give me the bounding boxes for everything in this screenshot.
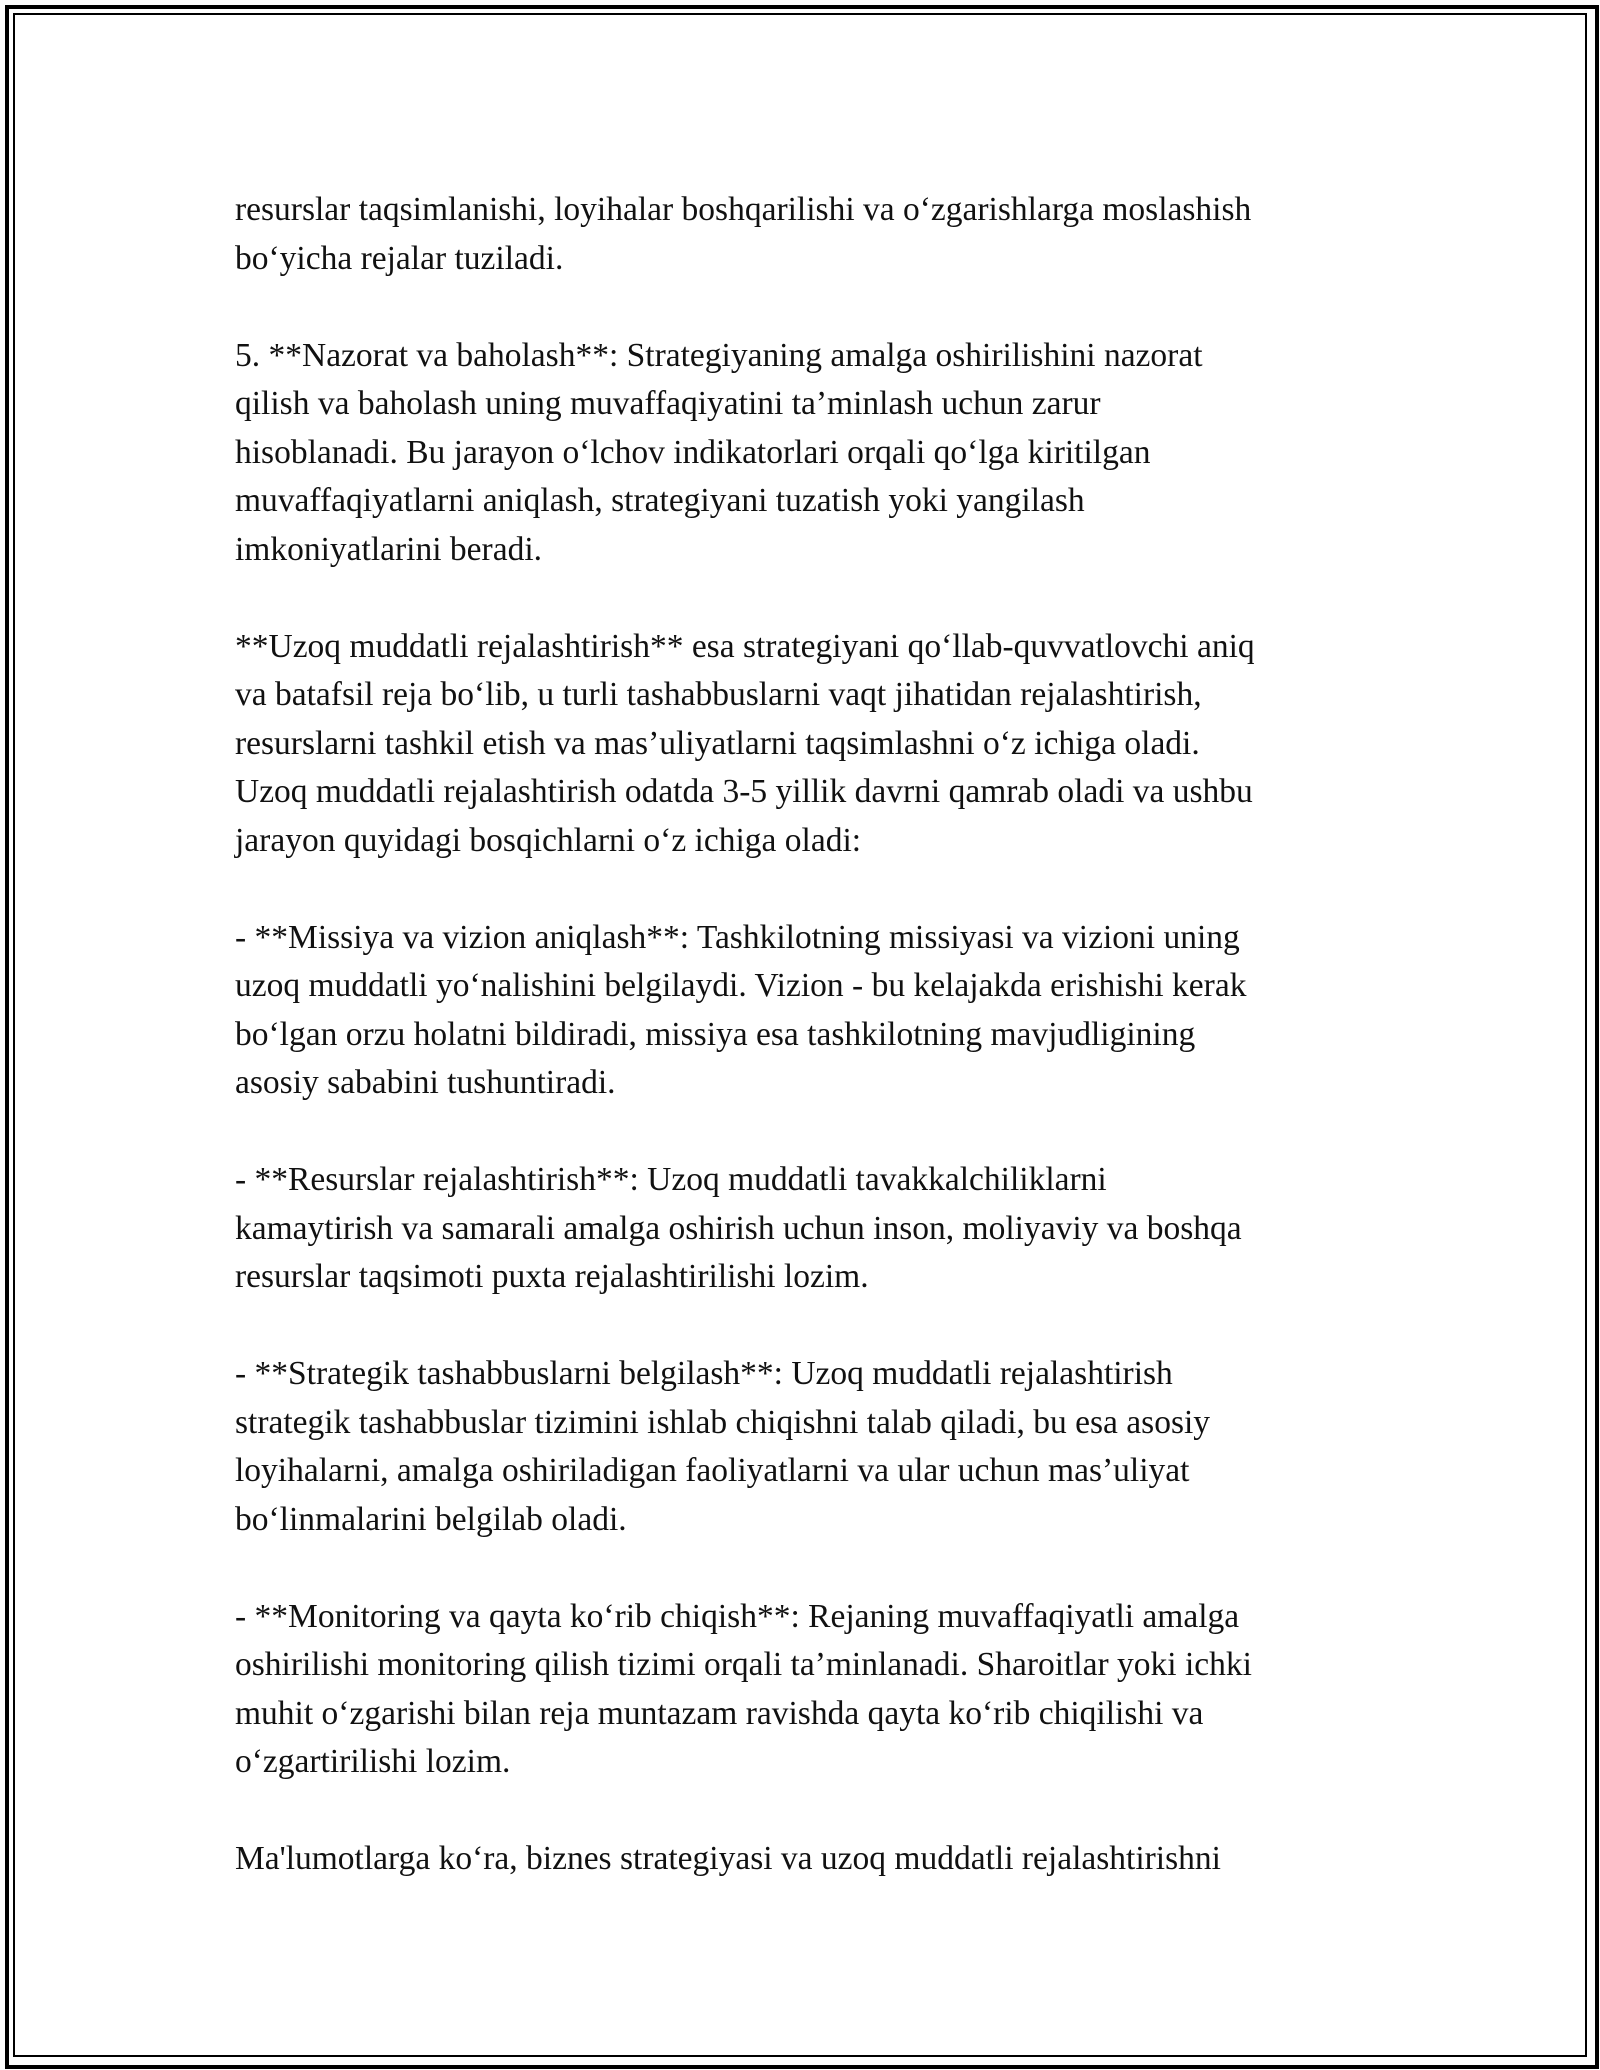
paragraph-strategik-tashabbuslar bbox=[235, 1350, 1365, 1544]
text-line: asosiy sababini tushuntiradi. bbox=[235, 1064, 616, 1101]
text-line: va batafsil reja bo‘lib, u turli tashabbuslarni vaqt jihatidan rejalashtirish, bbox=[235, 676, 1202, 713]
text-line: jarayon quyidagi bosqichlarni o‘z ichiga oladi: bbox=[235, 821, 862, 859]
text-line: muhit o‘zgarishi bilan reja muntazam ravishda qayta ko‘rib chiqilishi va bbox=[235, 1694, 1204, 1732]
text-line: bo‘yicha rejalar tuziladi. bbox=[235, 239, 564, 277]
text-line: resurslar taqsimlanishi, loyihalar boshqarilishi va o‘zgarishlarga moslashish bbox=[235, 191, 1252, 228]
text-line: imkoniyatlarini beradi. bbox=[235, 530, 542, 568]
text-line: hisoblanadi. Bu jarayon o‘lchov indikatorlari orqali qo‘lga kiritilgan bbox=[235, 433, 1151, 471]
text-line: oshirilishi monitoring qilish tizimi orqali ta’minlanadi. Sharoitlar yoki ichki bbox=[235, 1646, 1252, 1683]
text-line: o‘zgartirilishi lozim. bbox=[235, 1743, 511, 1780]
text-line: - **Strategik tashabbuslarni belgilash**: Uzoq muddatli rejalashtirish bbox=[235, 1355, 1173, 1392]
paragraph-resource-planning-continuation bbox=[235, 186, 1365, 283]
text-line: - **Resurslar rejalashtirish**: Uzoq muddatli tavakkalchiliklarni bbox=[235, 1161, 1107, 1198]
text-line: Ma'lumotlarga ko‘ra, biznes strategiyasi va uzoq muddatli rejalashtirishni bbox=[235, 1840, 1221, 1877]
paragraph-resurslar-rejalashtirish bbox=[235, 1156, 1365, 1302]
paragraph-malumotlarga-kora bbox=[235, 1835, 1365, 1884]
paragraph-nazorat-va-baholash bbox=[235, 332, 1365, 575]
document-body bbox=[235, 186, 1365, 1932]
text-line: muvaffaqiyatlarni aniqlash, strategiyani tuzatish yoki yangilash bbox=[235, 482, 1085, 519]
paragraph-uzoq-muddatli-rejalashtirish bbox=[235, 623, 1365, 866]
text-line: - **Missiya va vizion aniqlash**: Tashkilotning missiyasi va vizioni uning bbox=[235, 918, 1240, 956]
text-line: - **Monitoring va qayta ko‘rib chiqish**: Rejaning muvaffaqiyatli amalga bbox=[235, 1597, 1240, 1635]
paragraph-missiya-va-vizion bbox=[235, 914, 1365, 1108]
text-line: uzoq muddatli yo‘nalishini belgilaydi. Vizion - bu kelajakda erishishi kerak bbox=[235, 967, 1247, 1004]
text-line: loyihalarni, amalga oshiriladigan faoliyatlarni va ular uchun mas’uliyat bbox=[235, 1452, 1190, 1489]
paragraph-monitoring bbox=[235, 1593, 1365, 1787]
text-line: qilish va baholash uning muvaffaqiyatini ta’minlash uchun zarur bbox=[235, 385, 1101, 422]
text-line: resurslar taqsimoti puxta rejalashtirilishi lozim. bbox=[235, 1258, 869, 1295]
text-line: 5. **Nazorat va baholash**: Strategiyaning amalga oshirilishini nazorat bbox=[235, 336, 1203, 374]
text-line: bo‘lgan orzu holatni bildiradi, missiya esa tashkilotning mavjudligining bbox=[235, 1015, 1196, 1053]
text-line: strategik tashabbuslar tizimini ishlab chiqishni talab qiladi, bu esa asosiy bbox=[235, 1403, 1211, 1441]
text-line: resurslarni tashkil etish va mas’uliyatlarni taqsimlashni o‘z ichiga oladi. bbox=[235, 724, 1200, 762]
text-line: **Uzoq muddatli rejalashtirish** esa strategiyani qo‘llab-quvvatlovchi aniq bbox=[235, 627, 1255, 665]
text-line: Uzoq muddatli rejalashtirish odatda 3-5 yillik davrni qamrab oladi va ushbu bbox=[235, 773, 1253, 810]
text-line: kamaytirish va samarali amalga oshirish uchun inson, moliyaviy va boshqa bbox=[235, 1209, 1242, 1247]
text-line: bo‘linmalarini belgilab oladi. bbox=[235, 1500, 627, 1538]
